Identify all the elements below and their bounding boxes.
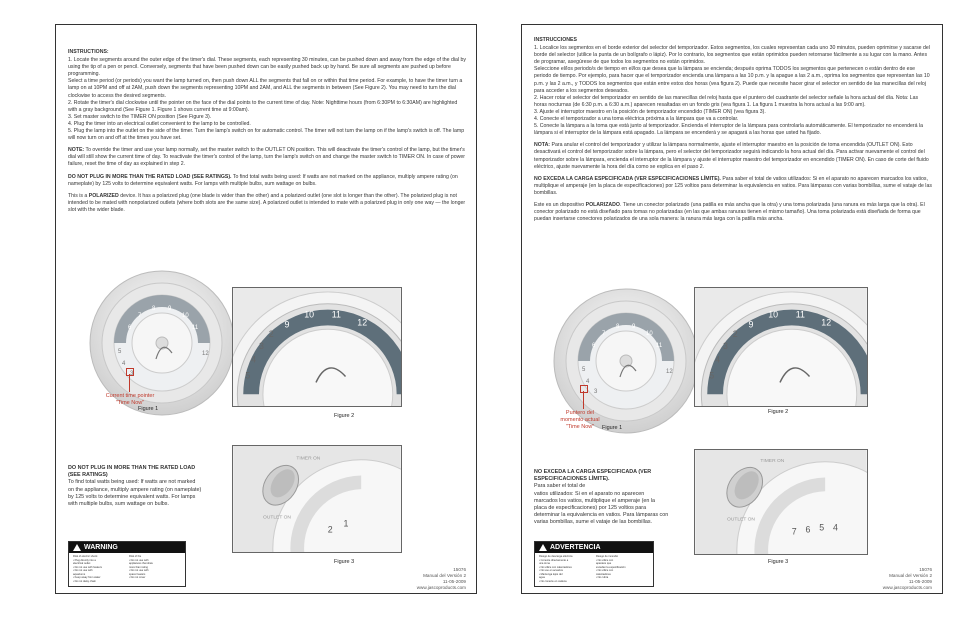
- svg-text:4: 4: [586, 379, 590, 385]
- svg-text:12: 12: [357, 317, 368, 328]
- svg-text:10: 10: [304, 309, 315, 320]
- figure-3-label: Figure 3: [768, 559, 789, 565]
- current-time-callout: Current time pointer "Time Now": [105, 393, 155, 406]
- figure-3-label: Figure 3: [334, 559, 355, 565]
- step-item: 5. Plug the lamp into the outlet on the side of the timer. Turn the lamp's switch on for automatic control. The timer will not turn the lamp on if the lamp's switch is off. The lamp will now turn on and off at the times you have set.: [68, 128, 465, 142]
- svg-text:5: 5: [118, 349, 122, 355]
- svg-text:3: 3: [722, 340, 728, 351]
- step-item: 4. Plug the timer into an electrical outlet convenient to the lamp to be controlled.: [68, 120, 251, 127]
- step-item: 2. Hacer rotar el selector del temporizador en sentido de las manecillas del reloj hasta que el puntero del cuadrante del selector señale la hora actual del día. Nota: Las horas nocturnas (de 6:30 p.m. a 6:30 a.m.) aparecen resaltadas en un fondo gris (vea figura 1. La figura 1 muestra la hora actual a las 9:00 am).: [534, 94, 919, 108]
- svg-text:10: 10: [768, 309, 779, 320]
- svg-text:12: 12: [666, 369, 673, 375]
- svg-text:2: 2: [327, 524, 333, 535]
- svg-text:11: 11: [795, 309, 805, 320]
- svg-text:5: 5: [819, 522, 825, 533]
- step-item: 3. Ajuste el interruptor maestro en la posición de temporizador encendido (TIMER ON) (vea figura 3).: [534, 108, 766, 115]
- step-item: Seleccione el/los periodo/s de tiempo en el/los que desea que la lámpara se encienda; después oprima TODOS los segmentos que pertenecen o están dentro de ese periodo de tiempo. Por ejemplo, para hacer que el temporizador encienda una lámpara a las 10 p.m. y la apague a las 2 a.m., oprima los segmentos que representan las 10 p.m. y las 2 a.m., y TODOS los segmentos que están entre estos dos horas (vea figura 2). Puede que necesite hacer girar el selector en sentido de las manecillas del reloj para acceder a los segmentos deseados.: [534, 66, 930, 94]
- callout-pointer-box: [580, 385, 588, 393]
- svg-text:4: 4: [251, 354, 257, 365]
- svg-text:4: 4: [715, 354, 721, 365]
- svg-text:9: 9: [168, 306, 172, 312]
- step-item: 4. Conecte el temporizador a una toma eléctrica próxima a la lámpara que va a controlar.: [534, 116, 739, 123]
- spanish-instructions-panel: [521, 24, 943, 594]
- warning-header: WARNING: [69, 542, 185, 553]
- master-switch-illustration: [233, 446, 401, 552]
- step-item: 3. Set master switch to the TIMER ON position (See Figure 3).: [68, 113, 212, 120]
- svg-text:4: 4: [833, 522, 838, 533]
- note-label: NOTE:: [68, 147, 85, 154]
- svg-text:4: 4: [122, 361, 126, 367]
- step-item: Select a time period (or periods) you want the lamp turned on, then push down ALL the segments that fall on or within that time period. For example, to have the timer turn a lamp on at 10PM and off at 2AM, push down the segments representing 10PM and 2AM, and ALL the segments in between (See Figure 2). You may need to turn the dial clockwise to access the desired segments.: [68, 78, 463, 99]
- note-text: To override the timer and use your lamp normally, set the master switch to the OUTLET ON position. This will deactivate the timer's control of the lamp, but the timer's dial will still show the current time of day. To reactivate the timer's control of the lamp, turn the lamp's switch on and change the master switch to TIMER ON. In case of power failure, reset the time of day as explained in step 2.: [68, 147, 465, 168]
- figure-3-switch-photo: [232, 445, 402, 553]
- warning-column-fire: Risk of fire • Do not use with appliances that draw more than rating • Do not use with space heaters • Do not cover: [129, 555, 153, 579]
- warning-triangle-icon: [73, 544, 81, 551]
- figure-2-label: Figure 2: [768, 409, 789, 415]
- svg-text:1: 1: [343, 518, 349, 529]
- svg-text:2: 2: [268, 329, 274, 340]
- svg-text:11: 11: [192, 325, 199, 331]
- warning-column-shock: Riesgo de descarga eléctrica • Conecte directamente a una toma • No utilice con calentadores • No use en acuarios • Mantenga lejos del agua • No conecte en cadena: [539, 555, 573, 583]
- svg-text:5: 5: [709, 370, 715, 381]
- rating-label: NO EXCEDA LA CARGA ESPECIFICADA (VER ESPECIFICACIONES LÍMITE).: [534, 175, 721, 182]
- callout-pointer-box: [126, 368, 134, 376]
- svg-text:2: 2: [732, 329, 738, 340]
- warning-header: ADVERTENCIA: [535, 542, 653, 553]
- figure-1-label: Figure 1: [602, 425, 623, 431]
- figure-3-switch-photo: [694, 449, 868, 555]
- svg-text:OUTLET ON: OUTLET ON: [263, 515, 291, 521]
- svg-text:TIMER ON: TIMER ON: [296, 456, 321, 462]
- instructions-heading: INSTRUCCIONES: [534, 37, 577, 43]
- step-item: 1. Locate the segments around the outer edge of the timer's dial. These segments, each representing 30 minutes, can be pushed down and away from the edge of the dial by using the tip of a pen or pencil. Conversely, segments that have been pushed down can be easily pushed back up by hand. Be sure all segments are pushed up before programming.: [68, 57, 466, 78]
- rating-text: To find total watts being used: If watts are not marked on the appliance, multiply ampere rating (on nameplate) by 125 volts to determine equivalent watts. For lamps with multiple bulbs, sum wattage on bulbs.: [68, 173, 458, 187]
- polarized-word: POLARIZED: [88, 192, 119, 199]
- rating-paragraph: [534, 176, 932, 197]
- svg-text:3: 3: [130, 371, 134, 377]
- warning-column-fire: Riesgo de incendio • No utilice con aparatos que excedan la especificación • No utilice con calentadores • No cubra: [596, 555, 626, 579]
- callout-pointer-line: [129, 374, 130, 392]
- step-item: 1. Localice los segmentos en el borde exterior del selector del temporizador. Estos segmentos, los cuales representan cada uno 30 minutos, pueden oprimirse y sacarse del borde del selector (utilice la punta de un bolígrafo o lápiz). Por lo contrario, los segmentos que están oprimidos pueden retornarse fácilmente a su lugar con la mano. Antes de programar, asegúrese de que todos los segmentos no están oprimidos.: [534, 45, 930, 66]
- svg-text:10: 10: [182, 313, 189, 319]
- rated-load-notice: NO EXCEDA LA CARGA ESPECIFICADA (VER ESPECIFICACIONES LÍMITE). Para saber el total de vatios utilizados: Si en el aparato no aparecen marcados los vatios, multiplique el amperaje (en la placa de especificaciones) por 125 voltios para determinar la equivalencia en vatios. Para lámparas con varias bombillas, sume el vataje de las bombillas.: [534, 469, 669, 526]
- step-item: 2. Rotate the timer's dial clockwise until the pointer on the face of the dial points to the current time of day. Note: Nighttime hours (from 6:30PM to 6:30AM) are highlighted with a gray background (See Figure 1. Figure 1 shows current time at 9:00am).: [68, 99, 458, 113]
- svg-text:3: 3: [594, 389, 598, 395]
- svg-text:5: 5: [245, 370, 251, 381]
- rating-paragraph: [68, 174, 466, 188]
- svg-text:3: 3: [258, 340, 264, 351]
- figure-2-label: Figure 2: [334, 413, 355, 419]
- instructions-heading: INSTRUCTIONS:: [68, 49, 109, 55]
- step-item: 5. Conecte la lámpara a la toma que está junto al temporizador. Encienda el interruptor de la lámpara para controlarla automáticamente. El temporizador no encenderá la lámpara si el interruptor de la lámpara está apagado. La lámpara se encenderá y se apagará a las horas que usted ha fijado.: [534, 123, 923, 137]
- svg-text:12: 12: [202, 351, 209, 357]
- svg-text:6: 6: [805, 524, 811, 535]
- dial-segments-illustration: [695, 288, 867, 406]
- warning-column-shock: Risk of electric shock • Plug directly into a electrical outlet • Do not use with heaters • Do not use with aquariums • Keep away from water • Do not daisy chain: [73, 555, 102, 583]
- svg-text:11: 11: [656, 343, 663, 349]
- warning-box: [68, 541, 186, 587]
- warning-box: [534, 541, 654, 587]
- figure-1-label: Figure 1: [138, 406, 159, 412]
- instructions-text: [534, 37, 932, 228]
- instructions-text: [68, 49, 466, 219]
- note-paragraph: [534, 142, 932, 170]
- svg-text:7: 7: [138, 313, 142, 319]
- svg-text:6: 6: [128, 325, 132, 331]
- note-paragraph: [68, 147, 466, 168]
- figure-2-dial-photo: [694, 287, 868, 407]
- svg-text:8: 8: [616, 324, 620, 330]
- svg-text:9: 9: [284, 319, 290, 330]
- svg-text:OUTLET ON: OUTLET ON: [727, 517, 755, 523]
- svg-text:10: 10: [646, 331, 653, 337]
- svg-text:12: 12: [821, 317, 832, 328]
- figure-2-dial-photo: [232, 287, 402, 407]
- document-footer: 15076 Manual del Versión 2 11-05-2009 www.jascoproducts.com: [882, 567, 932, 590]
- polarized-paragraph: Este es un dispositivo POLARIZADO. Tiene un conector polarizado (una patilla es más ancha que la otra) y una toma polarizada (una ranura es más larga que la otra). El conector polarizado no está diseñado para tomas no polarizadas (en las que ambas ranuras tienen el mismo tamaño). Una toma polarizada está diseñada de forma que puedan insertarse conectores polarizados de una sola manera: la ranura más larga con la patilla más ancha.: [534, 201, 925, 223]
- instruction-steps: [534, 45, 932, 137]
- svg-text:7: 7: [791, 526, 797, 537]
- svg-text:8: 8: [152, 306, 156, 312]
- svg-text:5: 5: [582, 367, 586, 373]
- rating-text: Para saber el total de vatios utilizados: Si en el aparato no aparecen marcados los vatios, multiplique el amperaje (en la placa de especificaciones) por 125 voltios para determinar la equivalencia en vatios. Para lámparas con varias bombillas, sume el vataje de las bombillas.: [534, 175, 932, 196]
- polarized-word: POLARIZADO: [585, 201, 620, 208]
- svg-text:7: 7: [602, 331, 606, 337]
- note-label: NOTA:: [534, 142, 551, 149]
- rating-label: DO NOT PLUG IN MORE THAN THE RATED LOAD (SEE RATINGS).: [68, 173, 232, 180]
- svg-text:11: 11: [331, 309, 341, 320]
- svg-text:9: 9: [632, 324, 636, 330]
- current-time-callout: Puntero del momento actual "Time Now": [560, 410, 600, 430]
- master-switch-illustration: [695, 450, 867, 554]
- warning-columns: [69, 553, 185, 585]
- instruction-steps: [68, 57, 466, 142]
- svg-text:6: 6: [592, 343, 596, 349]
- svg-text:TIMER ON: TIMER ON: [760, 458, 785, 464]
- polarized-paragraph: This is a POLARIZED device. It has a polarized plug (one blade is wider than the other) and a polarized outlet (one slot is longer than the other). The polarized plug is not intended to be mated with nonpolarized outlets (where both slots are the same size). A polarized outlet is intended to mate with a polarized plug in only one way — the longer slot with the wider blade.: [68, 192, 466, 213]
- document-footer: 15076 Manual del Versión 2 11-05-2009 www.jascoproducts.com: [416, 567, 466, 590]
- rated-load-notice: DO NOT PLUG IN MORE THAN THE RATED LOAD (SEE RATINGS) To find total watts being used: If watts are not marked on the appliance, multiply ampere rating (on nameplate) by 125 volts to determine equivalent watts. For lamps with multiple bulbs, sum wattage on bulbs.: [68, 465, 202, 508]
- note-text: Para anular el control del temporizador y utilizar la lámpara normalmente, ajuste el interruptor maestro en la posición de toma encendida (OUTLET ON). Esto desactivará el control del temporizador sobre la lámpara, pero el selector del temporizador seguirá indicando la hora actual del día. Para activar nuevamente el control del temporizador sobre la lámpara, encienda el interruptor de la lámpara y ajuste el interruptor maestro del temporizador en encendido (TIMER ON). En caso de corte del fluido eléctrico, ajuste nuevamente la hora del día como se explica en el paso 2.: [534, 142, 929, 170]
- dial-segments-illustration: [233, 288, 401, 406]
- warning-triangle-icon: [539, 544, 547, 551]
- svg-text:9: 9: [748, 319, 754, 330]
- callout-pointer-line: [583, 391, 584, 409]
- warning-columns: [535, 553, 653, 585]
- english-instructions-panel: [55, 24, 477, 594]
